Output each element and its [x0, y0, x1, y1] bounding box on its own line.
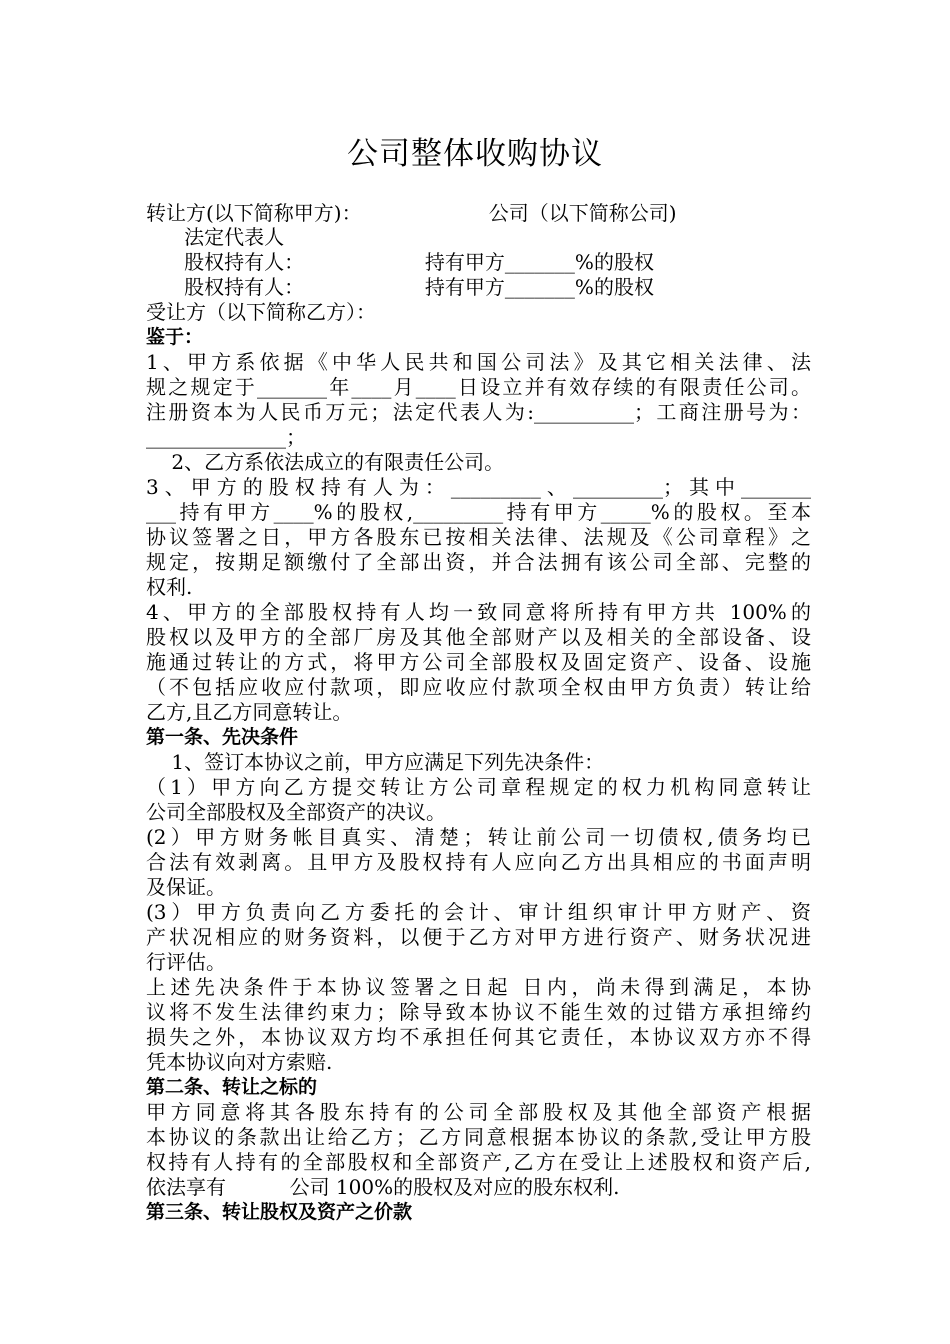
text-line: 股权持有人： 持有甲方_______%的股权 — [146, 275, 654, 299]
text-line: 1、甲方系依据《中华人民共和国公司法》及其它相关法律、法 — [146, 350, 811, 374]
text-line: 凭本协议向对方索赔. — [146, 1050, 333, 1074]
text-line: 行评估。 — [146, 950, 226, 974]
text-line: 规定，按期足额缴付了全部出资，并合法拥有该公司全部、完整的 — [146, 550, 811, 574]
text-line: ___持有甲方____%的股权,_________持有甲方_____%的股权。至本 — [146, 500, 811, 524]
text-line: 权持有人持有的全部股权和全部资产,乙方在受让上述股权和资产后, — [146, 1150, 811, 1174]
text-line: 依法享有 公司 100%的股权及对应的股东权利. — [146, 1175, 620, 1199]
text-line: 及保证。 — [146, 875, 226, 899]
text-line: 2、乙方系依法成立的有限责任公司。 — [146, 450, 505, 474]
text-line: 公司全部股权及全部资产的决议。 — [146, 800, 446, 824]
text-line: 乙方,且乙方同意转让。 — [146, 700, 353, 724]
section-heading: 第二条、转让之标的 — [146, 1076, 318, 1098]
text-line: 损失之外，本协议双方均不承担任何其它责任，本协议双方亦不得 — [146, 1025, 811, 1049]
text-line: 受让方（以下简称乙方）： — [146, 300, 376, 324]
text-line: 规之规定于_______年____月____日设立并有效存续的有限责任公司。 — [146, 375, 811, 399]
section-heading: 鉴于： — [146, 326, 204, 348]
text-line: 合法有效剥离。且甲方及股权持有人应向乙方出具相应的书面声明 — [146, 850, 811, 874]
text-line: 法定代表人 — [146, 225, 285, 249]
text-line: 转让方(以下简称甲方)： 公司（以下简称公司) — [146, 201, 677, 225]
text-line: 权利. — [146, 575, 193, 599]
text-line: 议将不发生法律约束力；除导致本协议不能生效的过错方承担缔约 — [146, 1000, 811, 1024]
text-line: ______________； — [146, 425, 306, 449]
text-line: 甲方同意将其各股东持有的公司全部股权及其他全部资产根据 — [146, 1100, 811, 1124]
text-line: 股权以及甲方的全部厂房及其他全部财产以及相关的全部设备、设 — [146, 625, 811, 649]
text-line: (2）甲方财务帐目真实、清楚；转让前公司一切债权,债务均已 — [146, 825, 811, 849]
text-line: (3）甲方负责向乙方委托的会计、审计组织审计甲方财产、资 — [146, 900, 811, 924]
text-line: 股权持有人： 持有甲方_______%的股权 — [146, 250, 654, 274]
text-line: 施通过转让的方式，将甲方公司全部股权及固定资产、设备、设施 — [146, 650, 811, 674]
section-heading: 第一条、先决条件 — [146, 726, 299, 748]
text-line: 产状况相应的财务资料，以便于乙方对甲方进行资产、财务状况进 — [146, 925, 811, 949]
text-line: 上述先决条件于本协议签署之日起 日内，尚未得到满足，本协 — [146, 975, 811, 999]
text-line: 3、甲方的股权持有人为：_________、_________；其中_______ — [146, 475, 811, 499]
document-title: 公司整体收购协议 — [347, 136, 603, 172]
text-line: 本协议的条款出让给乙方；乙方同意根据本协议的条款,受让甲方股 — [146, 1125, 811, 1149]
text-line: （1）甲方向乙方提交转让方公司章程规定的权力机构同意转让 — [146, 775, 811, 799]
section-heading: 第三条、转让股权及资产之价款 — [146, 1201, 413, 1223]
text-line: （不包括应收应付款项，即应收应付款项全权由甲方负责）转让给 — [146, 675, 811, 699]
text-line: 注册资本为人民币万元；法定代表人为:__________；工商注册号为： — [146, 400, 811, 424]
text-line: 1、签订本协议之前，甲方应满足下列先决条件： — [146, 750, 605, 774]
text-line: 4、甲方的全部股权持有人均一致同意将所持有甲方共 100%的 — [146, 600, 811, 624]
text-line: 协议签署之日，甲方各股东已按相关法律、法规及《公司章程》之 — [146, 525, 811, 549]
